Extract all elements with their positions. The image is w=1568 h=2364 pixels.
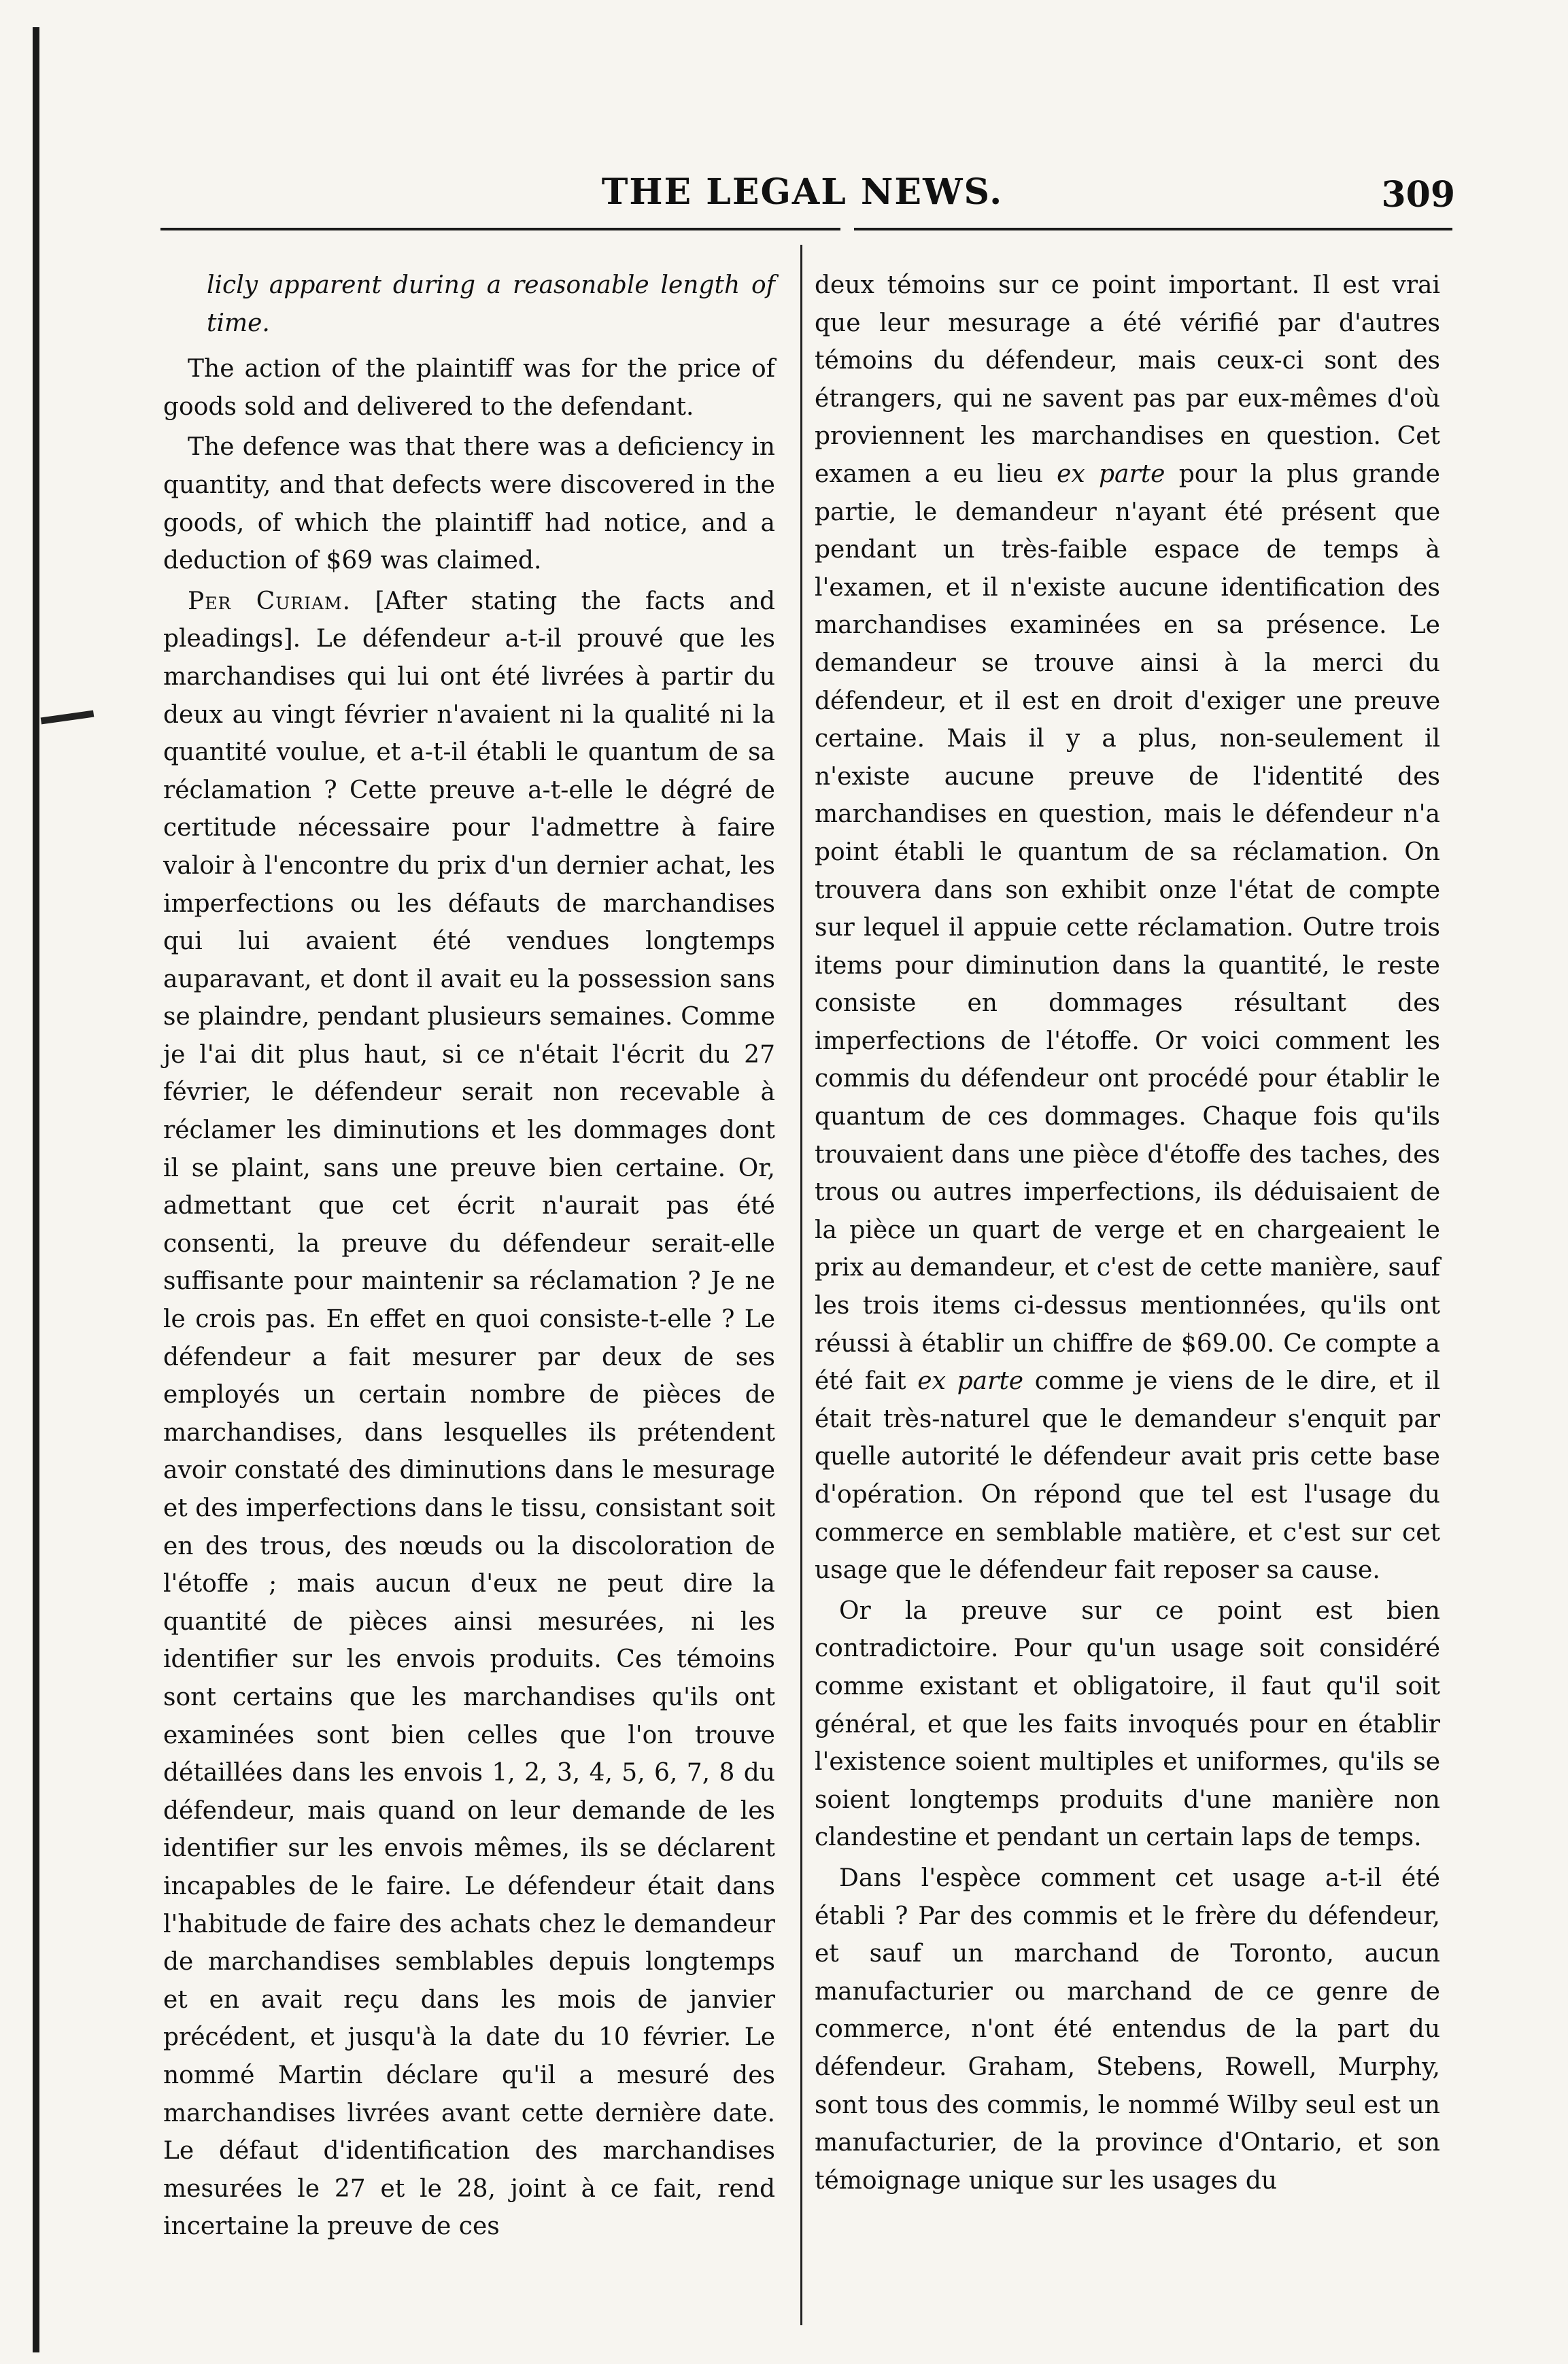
right-column	[815, 267, 1440, 2202]
left-column	[163, 267, 775, 2248]
running-title: THE LEGAL NEWS.	[601, 171, 1004, 213]
binding-edge	[33, 27, 39, 2352]
column-divider	[800, 245, 802, 2325]
margin-mark	[41, 710, 95, 725]
latin-ex-parte: ex parte	[1057, 460, 1165, 488]
latin-ex-parte: ex parte	[917, 1367, 1024, 1396]
paragraph-per-curiam	[163, 583, 775, 2246]
paragraph-usage-proof: Or la preuve sur ce point est bien contradictoire. Pour qu'un usage soit considéré comme existant et obligatoire, il faut qu'il soit général, et que les faits invoqués pour en établir l'existence soient multiples et uniformes, qu'ils se soient longtemps produits d'une manière non clandestine et pendant un certain laps de temps.	[815, 1596, 1440, 1852]
per-curiam-label: Per Curiam.	[188, 587, 352, 615]
paragraph-defence: The defence was that there was a deficiency in quantity, and that defects were discovered in the goods, of which the plaintiff had notice, and a deduction of $69 was claimed.	[163, 433, 775, 575]
headnote-continuation: licly apparent during a reasonable length of time.	[207, 271, 775, 337]
page-header	[156, 171, 1455, 226]
per-curiam-body: [After stating the facts and pleadings]. Le défendeur a-t-il prouvé que les marchandises qui lui ont été livrées à partir du deux au vingt février n'avaient ni la qualité ni la quantité voulue, et a-t-il établi le quantum de sa réclamation ? Cette preuve a-t-elle le dégré de certitude nécessaire pour l'admettre à faire valoir à l'encontre du prix d'un dernier achat, les imperfections ou les défauts de marchandises qui lui avaient été vendues longtemps auparavant, et dont il avait eu la possession sans se plaindre, pendant plusieurs semaines. Comme je l'ai dit plus haut, si ce n'était l'écrit du 27 février, le défendeur serait non recevable à réclamer les diminutions et les dommages dont il se plaint, sans une preuve bien certaine. Or, admettant que cet écrit n'aurait pas été consenti, la preuve du défendeur serait-elle suffisante pour maintenir sa réclamation ? Je ne le crois pas. En effet en quoi consiste-t-elle ? Le défendeur a fait mesurer par deux de ses employés un certain nombre de pièces de marchandises, dans lesquelles ils prétendent avoir constaté des diminutions dans le mesurage et des imperfections dans le tissu, consistant soit en des trous, des nœuds ou la discoloration de l'étoffe ; mais aucun d'eux ne peut dire la quantité de pièces ainsi mesurées, ni les identifier sur les envois produits. Ces témoins sont certains que les marchandises qu'ils ont examinées sont bien celles que l'on trouve détaillées dans les envois 1, 2, 3, 4, 5, 6, 7, 8 du défendeur, mais quand on leur demande de les identifier sur les envois mêmes, ils se déclarent incapables de le faire. Le défendeur était dans l'habitude de faire des achats chez le demandeur de marchandises semblables depuis longtemps et en avait reçu dans les mois de janvier précédent, et jusqu'à la date du 10 février. Le nommé Martin déclare qu'il a mesuré des marchandises livrées avant cette dernière date. Le défaut d'identification des marchandises mesurées le 27 et le 28, joint à ce fait, rend incertaine la preuve de ces	[163, 587, 775, 2241]
text-run: pour la plus grande partie, le demandeur n'ayant été présent que pendant un très-faible espace de temps à l'examen, et il n'existe aucune identification des marchandises examinées en sa présence. Le demandeur se trouve ainsi à la merci du défendeur, et il est en droit d'exiger une preuve certaine. Mais il y a plus, non-seulement il n'existe aucune preuve de l'identité des marchandises en question, mais le défendeur n'a point établi le quantum de sa réclamation. On trouvera dans son exhibit onze l'état de compte sur lequel il appuie cette réclamation. Outre trois items pour diminution dans la quantité, le reste consiste en dommages résultant des imperfections de l'étoffe. Or voici comment les commis du défendeur ont procédé pour établir le quantum de ces dommages. Chaque fois qu'ils trouvaient dans une pièce d'étoffe des taches, des trous ou autres imperfections, ils déduisaient de la pièce un quart de verge et en chargeaient le prix au demandeur, et c'est de cette manière, sauf les trois items ci-dessus mentionnées, qu'ils ont réussi à établir un chiffre de $69.00. Ce compte a été fait	[815, 460, 1440, 1396]
header-rule-right	[854, 228, 1452, 230]
page-number: 309	[1381, 174, 1455, 216]
paragraph-usage-established: Dans l'espèce comment cet usage a-t-il été établi ? Par des commis et le frère du défendeur, et sauf un marchand de Toronto, aucun manufacturier ou marchand de ce genre de commerce, n'ont été entendus de la part du défendeur. Graham, Stebens, Rowell, Murphy, sont tous des commis, le nommé Wilby seul est un manufacturier, de la province d'Ontario, et son témoignage unique sur les usages du	[815, 1864, 1440, 2195]
paragraph-continued	[815, 267, 1440, 1590]
text-run: comme je viens de le dire, et il était très-naturel que le demandeur s'enquit par quelle autorité le défendeur avait pris cette base d'opération. On répond que tel est l'usage du commerce en semblable matière, et c'est sur cet usage que le défendeur fait reposer sa cause.	[815, 1367, 1440, 1585]
text-run: deux témoins sur ce point important. Il est vrai que leur mesurage a été vérifié par d'autres témoins du défendeur, mais ceux-ci sont des étrangers, qui ne savent pas par eux-mêmes d'où proviennent les marchandises en question. Cet examen a eu lieu	[815, 271, 1440, 488]
header-rule-left	[160, 228, 840, 230]
paragraph-action: The action of the plaintiff was for the price of goods sold and delivered to the defendant.	[163, 355, 775, 421]
